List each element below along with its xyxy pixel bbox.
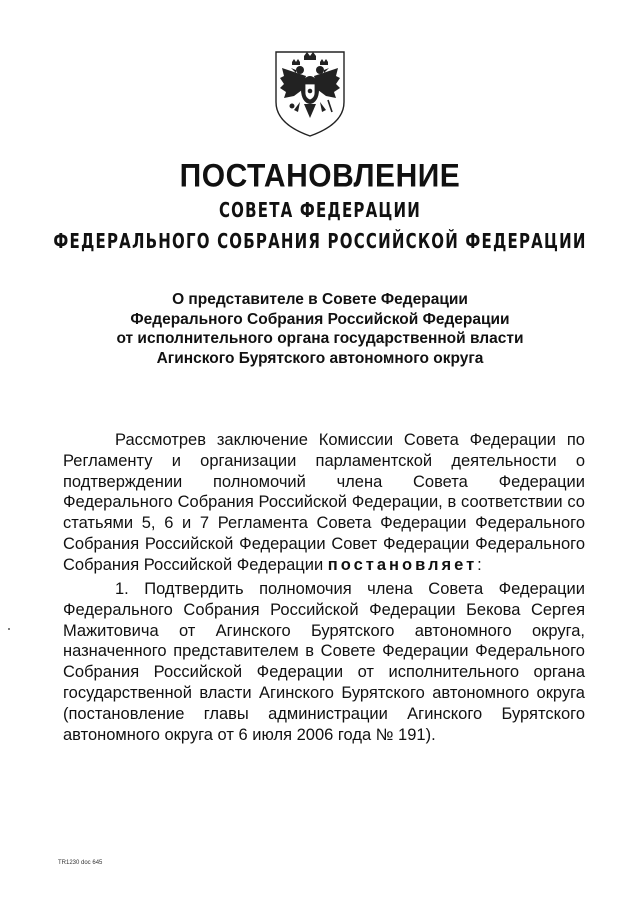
heading-line: Федерального Собрания Российской Федерации [130,310,510,328]
issuer-line-2: ФЕДЕРАЛЬНОГО СОБРАНИЯ РОССИЙСКОЙ ФЕДЕРАЦИИ [53,228,587,254]
resolves-keyword: постановляет [327,555,478,574]
footer-code: TR1230 doc 645 [58,860,103,866]
heading-line: Агинского Бурятского автономного округа [156,349,484,367]
scan-speck [8,628,10,630]
heading-line: от исполнительного органа государственной власти [116,330,524,347]
issuer-line-1: СОВЕТА ФЕДЕРАЦИИ [218,197,422,223]
preamble-text: Рассмотрев заключение Комиссии Совета Федерации по Регламенту и организации парламентской деятельности о подтверждении полномочий члена Совета Федерации Федерального Собрания Российской Федерации, в соответствии со статьями 5, 6 и 7 Регламента Совета Федерации Федерального Собрания Российской Федерации Совет Федерации Федерального Собрания Российской Федерации [63,431,585,574]
document-heading [0,290,640,368]
preamble-colon: : [477,555,482,574]
document-title: ПОСТАНОВЛЕНИЕ [179,158,461,195]
paragraph-item-1: 1. Подтвердить полномочия члена Совета Федерации Федерального Собрания Российской Федерации Бекова Сергея Мажитовича от Агинского Бурятского автономного округа, назначенного представителем в Совете Федерации Федерального Собрания Российской Федерации от исполнительного органа государственной власти Агинского Бурятского автономного округа (постановление главы администрации Агинского Бурятского автономного округа от 6 июля 2006 года № 191). [63,580,585,744]
paragraph-preamble [63,430,585,576]
heading-line: О представителе в Совете Федерации [172,291,468,308]
russian-coat-of-arms-icon [272,46,348,138]
